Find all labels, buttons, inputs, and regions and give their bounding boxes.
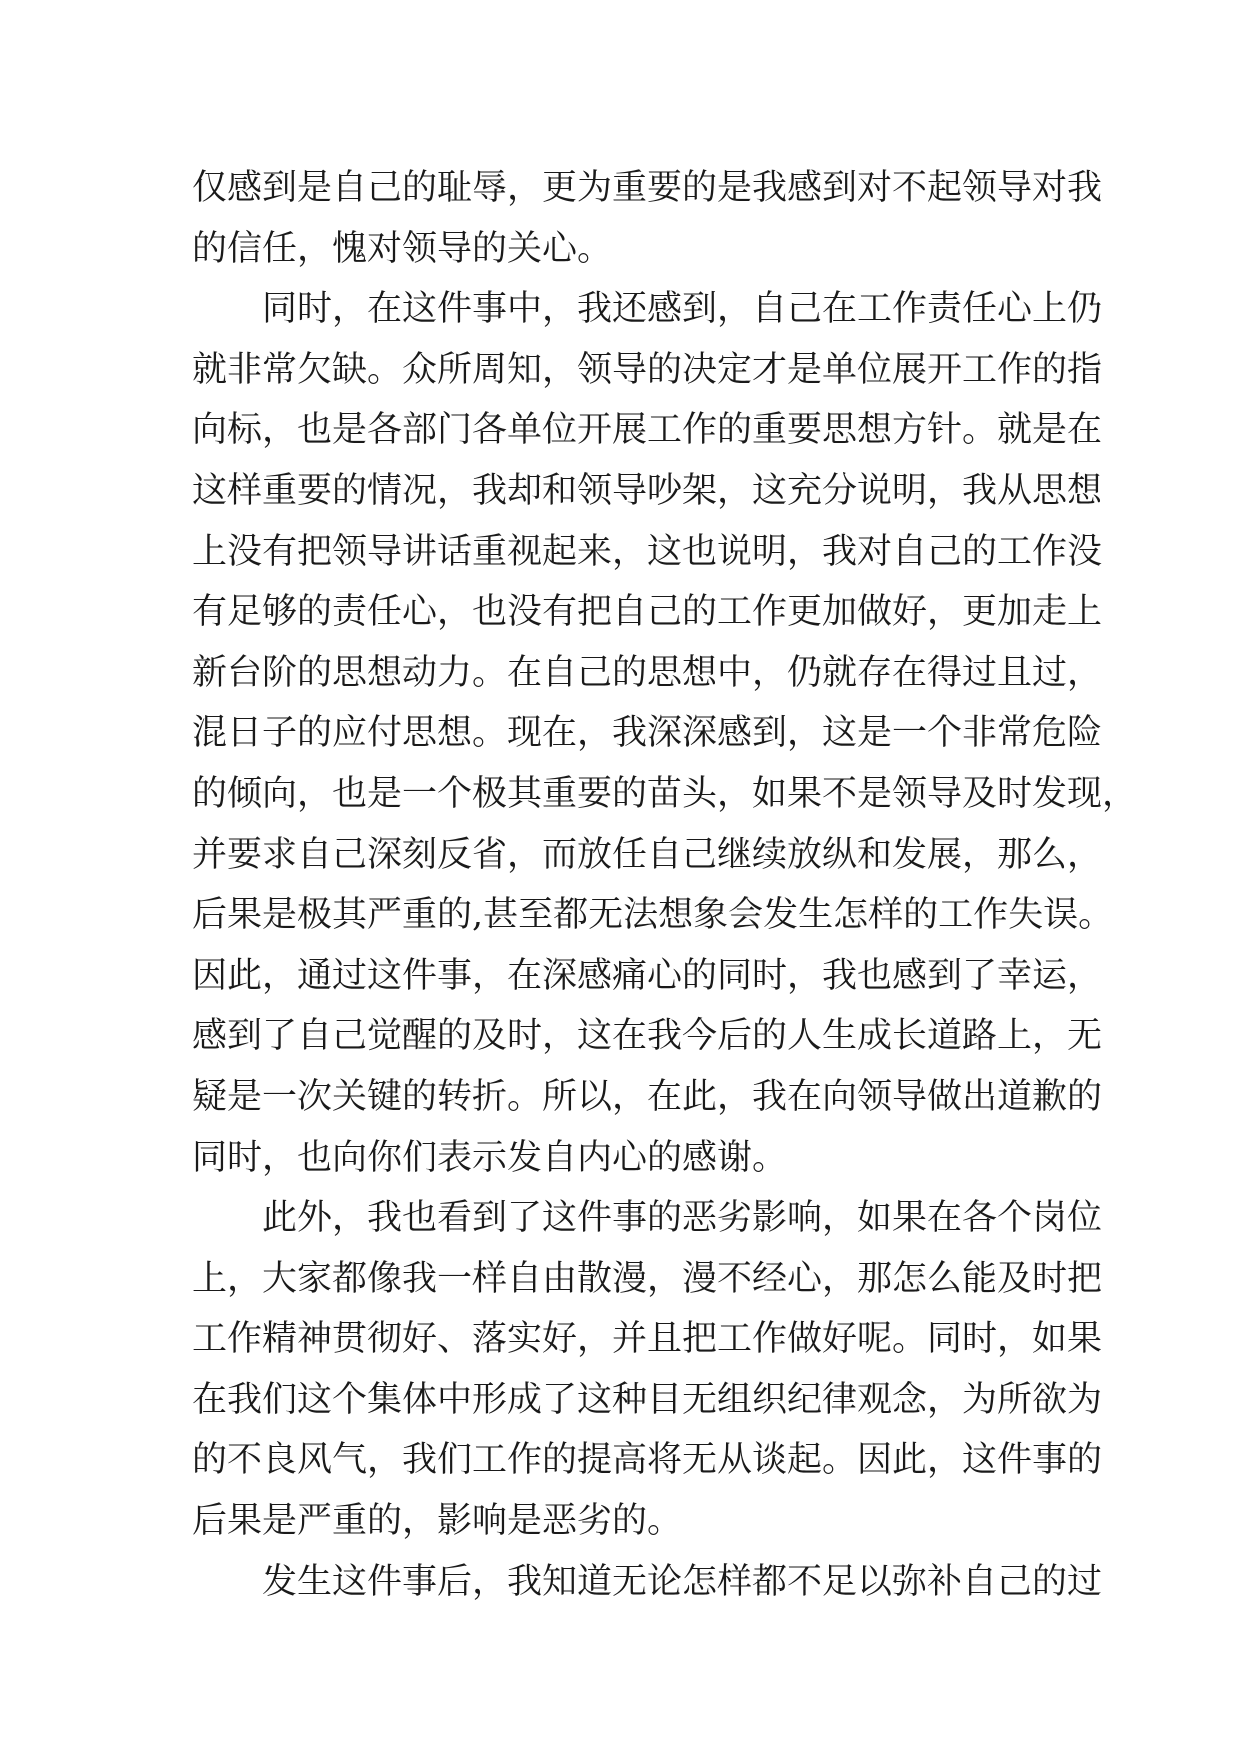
text-line: 疑是一次关键的转折。所以，在此，我在向领导做出道歉的 <box>192 1076 1103 1117</box>
text-line: 新台阶的思想动力。在自己的思想中，仍就存在得过且过， <box>192 652 1103 693</box>
text-line: 有足够的责任心，也没有把自己的工作更加做好，更加走上 <box>192 592 1103 633</box>
text-line: 此外，我也看到了这件事的恶劣影响，如果在各个岗位 <box>262 1198 1103 1239</box>
text-line: 发生这件事后，我知道无论怎样都不足以弥补自己的过 <box>262 1561 1103 1602</box>
text-line: 混日子的应付思想。现在，我深深感到，这是一个非常危险 <box>192 713 1103 754</box>
text-line: 感到了自己觉醒的及时，这在我今后的人生成长道路上，无 <box>192 1016 1103 1057</box>
text-line: 这样重要的情况，我却和领导吵架，这充分说明，我从思想 <box>192 470 1103 511</box>
text-line: 因此，通过这件事，在深感痛心的同时，我也感到了幸运， <box>192 955 1103 996</box>
text-line: 并要求自己深刻反省，而放任自己继续放纵和发展，那么， <box>192 834 1103 875</box>
text-line: 就非常欠缺。众所周知，领导的决定才是单位展开工作的指 <box>192 349 1103 390</box>
text-line: 后果是严重的，影响是恶劣的。 <box>192 1501 683 1542</box>
text-line: 同时，在这件事中，我还感到，自己在工作责任心上仍 <box>262 289 1103 330</box>
text-line: 上没有把领导讲话重视起来，这也说明，我对自己的工作没 <box>192 531 1103 572</box>
text-line: 的不良风气，我们工作的提高将无从谈起。因此，这件事的 <box>192 1440 1103 1481</box>
body-text <box>192 158 1138 1612</box>
text-line: 向标，也是各部门各单位开展工作的重要思想方针。就是在 <box>192 410 1103 451</box>
text-line: 同时，也向你们表示发自内心的感谢。 <box>192 1137 788 1178</box>
text-line: 在我们这个集体中形成了这种目无组织纪律观念，为所欲为 <box>192 1379 1103 1420</box>
text-line: 的信任，愧对领导的关心。 <box>192 228 613 269</box>
text-line: 仅感到是自己的耻辱，更为重要的是我感到对不起领导对我 <box>192 168 1103 208</box>
text-line: 工作精神贯彻好、落实好，并且把工作做好呢。同时，如果 <box>192 1319 1103 1360</box>
text-line: 上，大家都像我一样自由散漫，漫不经心，那怎么能及时把 <box>192 1258 1103 1299</box>
text-line: 后果是极其严重的,甚至都无法想象会发生怎样的工作失误。 <box>192 895 1114 936</box>
text-line: 的倾向，也是一个极其重要的苗头，如果不是领导及时发现， <box>192 773 1138 814</box>
